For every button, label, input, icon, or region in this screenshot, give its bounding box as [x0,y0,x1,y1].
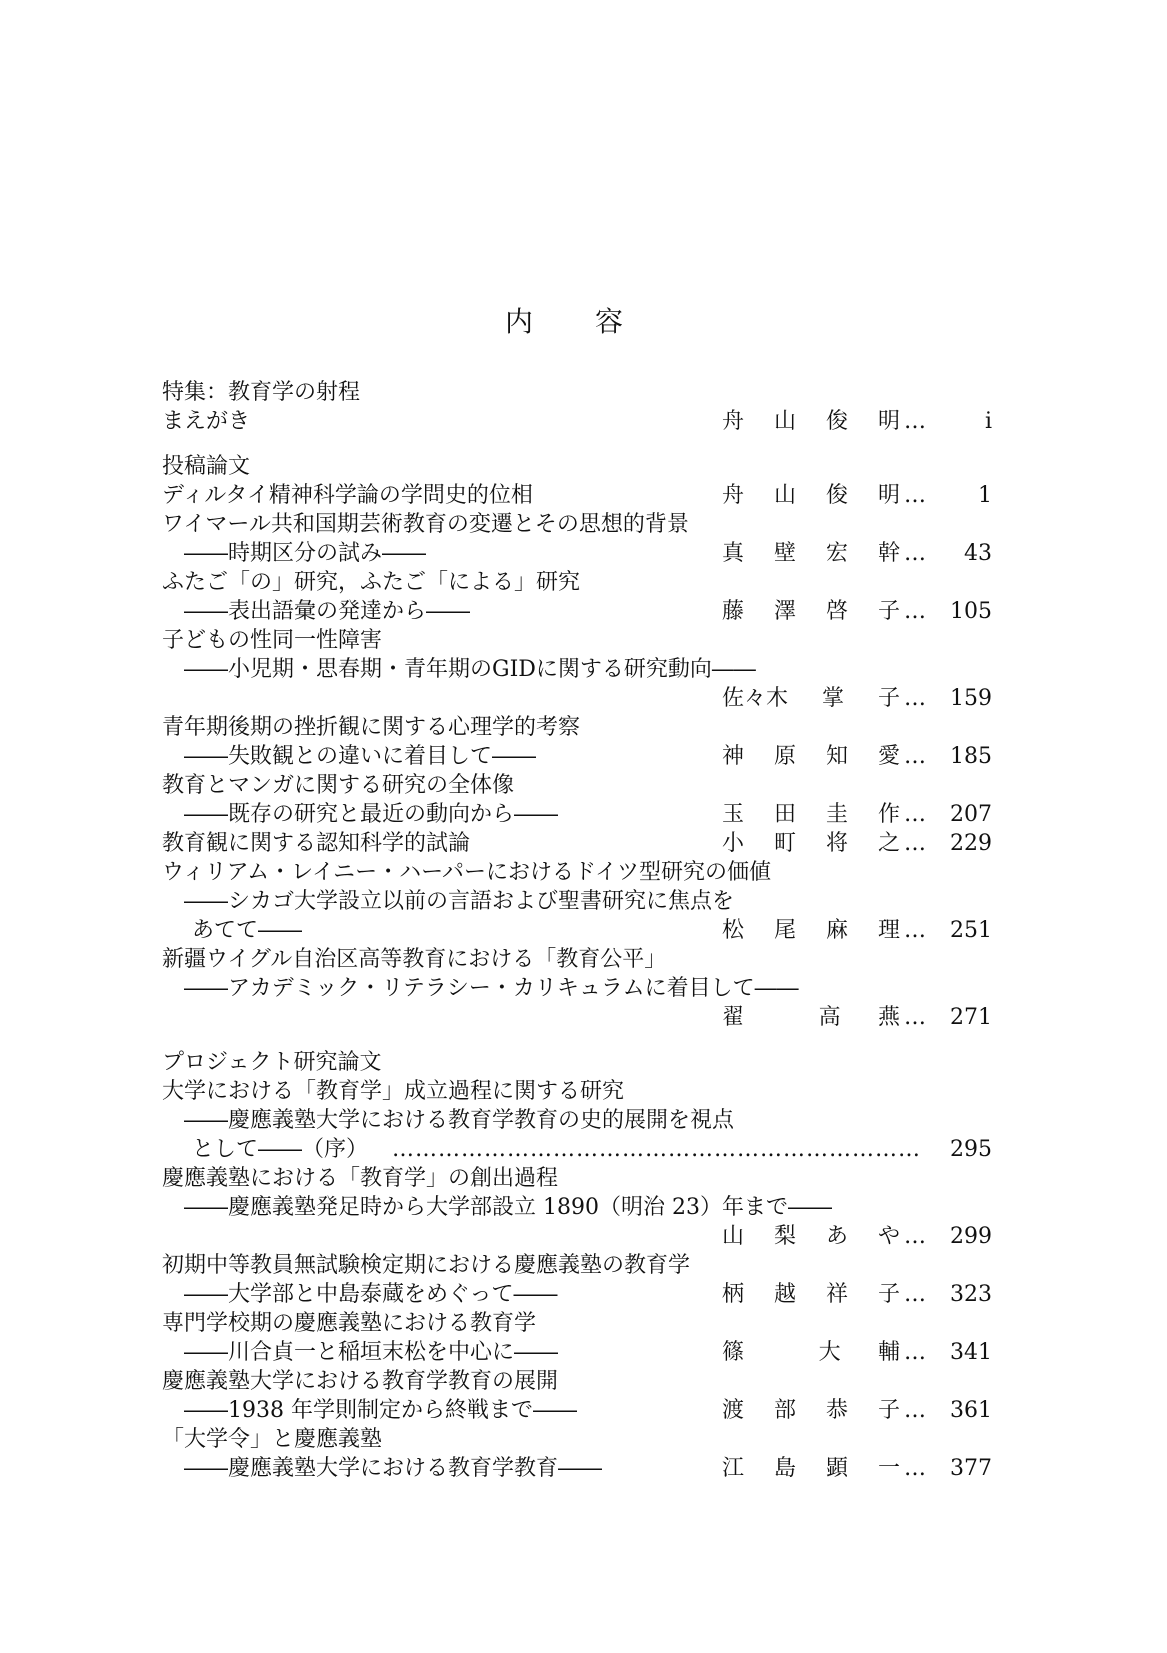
entry-subtitle: ――小児期・思春期・青年期のGIDに関する研究動向―― [184,657,756,682]
toc-entry-subline [162,1135,992,1164]
entry-page: 105 [950,599,992,624]
entry-page: 1 [978,483,992,508]
entry-page: i [984,409,992,434]
entry-title: まえがき [162,409,251,434]
toc-entry-authorline [162,1003,992,1032]
entry-title[interactable]: ふたご「の」研究，ふたご「による」研究 [162,570,581,595]
entry-title[interactable]: 慶應義塾における「教育学」の創出過程 [162,1166,559,1191]
entry-page: 229 [950,831,992,856]
entry-title: 教育観に関する認知科学的試論 [162,831,471,856]
entry-subtitle: ――シカゴ大学設立以前の言語および聖書研究に焦点を [184,889,735,914]
entry-title[interactable]: 専門学校期の慶應義塾における教育学 [162,1311,537,1336]
toc-entry[interactable] [162,829,992,858]
entry-dots: … [904,1456,926,1481]
table-of-contents [162,378,992,1483]
entry-dots: … [904,541,926,566]
entry-subtitle: ――時期区分の試み―― [184,541,427,566]
entry-subtitle: ――大学部と中島泰蔵をめぐって―― [184,1282,558,1307]
entry-author: 玉 田 圭 作 [722,802,900,827]
entry-dots: … [904,1224,926,1249]
entry-subtitle: ――慶應義塾発足時から大学部設立 1890（明治 23）年まで―― [184,1195,832,1220]
entry-author: 佐々木 掌 子 [722,686,900,711]
toc-entry-maegaki[interactable] [162,407,992,436]
entry-page: 271 [950,1005,992,1030]
section-heading-tokushu: 特集：教育学の射程 [162,380,361,405]
title-char-2: 容 [595,305,624,338]
entry-subtitle-cont: として――（序） [192,1137,369,1162]
entry-dots: … [904,831,926,856]
entry-page: 299 [950,1224,992,1249]
entry-page: 295 [950,1137,992,1162]
entry-dots: … [904,1340,926,1365]
toc-entry-subline [162,1396,992,1425]
entry-dots: … [904,1282,926,1307]
entry-dots: … [904,599,926,624]
entry-subtitle-cont: あてて―― [192,918,303,943]
entry-author: 小 町 将 之 [722,831,900,856]
entry-page: 159 [950,686,992,711]
toc-entry-authorline [162,684,992,713]
entry-title[interactable]: 子どもの性同一性障害 [162,628,383,653]
section-heading-toko: 投稿論文 [162,454,251,479]
toc-entry-subline [162,1280,992,1309]
entry-dots: … [904,918,926,943]
entry-title[interactable]: ウィリアム・レイニー・ハーパーにおけるドイツ型研究の価値 [162,860,771,885]
toc-entry-authorline [162,1222,992,1251]
entry-page: 185 [950,744,992,769]
entry-page: 323 [950,1282,992,1307]
page-title [505,300,623,340]
entry-page: 251 [950,918,992,943]
entry-title[interactable]: 青年期後期の挫折観に関する心理学的考察 [162,715,581,740]
entry-author: 渡 部 恭 子 [722,1398,900,1423]
entry-dots: … [904,1398,926,1423]
entry-subtitle: ――表出語彙の発達から―― [184,599,471,624]
entry-subtitle: ――慶應義塾大学における教育学教育―― [184,1456,603,1481]
entry-title[interactable]: 「大学令」と慶應義塾 [162,1427,383,1452]
entry-title[interactable]: 初期中等教員無試験検定期における慶應義塾の教育学 [162,1253,691,1278]
toc-entry-subline [162,539,992,568]
entry-subtitle: ――アカデミック・リテラシー・カリキュラムに着目して―― [184,976,799,1001]
toc-entry-subline [162,800,992,829]
entry-author: 神 原 知 愛 [722,744,900,769]
entry-author: 柄 越 祥 子 [722,1282,900,1307]
entry-author: 山 梨 あ や [722,1224,900,1249]
entry-subtitle: ――1938 年学則制定から終戦まで―― [184,1398,577,1423]
entry-title[interactable]: ワイマール共和国期芸術教育の変遷とその思想的背景 [162,512,689,537]
entry-dots: … [904,1005,926,1030]
entry-dots: … [904,686,926,711]
entry-author: 舟 山 俊 明 [722,483,900,508]
toc-entry-subline [162,1338,992,1367]
entry-author: 翟 高 燕 [722,1005,900,1030]
entry-page: 207 [950,802,992,827]
entry-title[interactable]: 新疆ウイグル自治区高等教育における「教育公平」 [162,947,667,972]
entry-subtitle: ――失敗観との違いに着目して―― [184,744,537,769]
entry-dots: … [904,802,926,827]
title-char-1: 内 [505,305,534,338]
entry-subtitle: ――慶應義塾大学における教育学教育の史的展開を視点 [184,1108,735,1133]
entry-page: 341 [950,1340,992,1365]
entry-author: 篠 大 輔 [722,1340,900,1365]
toc-entry-subline [162,1454,992,1483]
toc-entry[interactable] [162,481,992,510]
entry-subtitle: ――既存の研究と最近の動向から―― [184,802,559,827]
entry-author: 江 島 顕 一 [722,1456,900,1481]
entry-dots: … [904,409,926,434]
entry-dots: … [904,744,926,769]
entry-author: 藤 澤 啓 子 [722,599,900,624]
toc-entry-subline [162,916,992,945]
entry-title[interactable]: 大学における「教育学」成立過程に関する研究 [162,1079,625,1104]
entry-dots: … [904,483,926,508]
entry-author: 真 壁 宏 幹 [722,541,900,566]
entry-author: 舟 山 俊 明 [722,409,900,434]
entry-page: 377 [950,1456,992,1481]
toc-entry-subline [162,597,992,626]
section-heading-project: プロジェクト研究論文 [162,1050,382,1075]
entry-subtitle: ――川合貞一と稲垣末松を中心に―― [184,1340,559,1365]
entry-page: 361 [950,1398,992,1423]
entry-title[interactable]: 慶應義塾大学における教育学教育の展開 [162,1369,559,1394]
entry-title: ディルタイ精神科学論の学問史的位相 [162,483,533,508]
entry-title[interactable]: 教育とマンガに関する研究の全体像 [162,773,515,798]
entry-author: 松 尾 麻 理 [722,918,900,943]
toc-entry-subline [162,742,992,771]
entry-page: 43 [964,541,992,566]
entry-leader-dots: …………………………………………………………… [392,1137,921,1162]
